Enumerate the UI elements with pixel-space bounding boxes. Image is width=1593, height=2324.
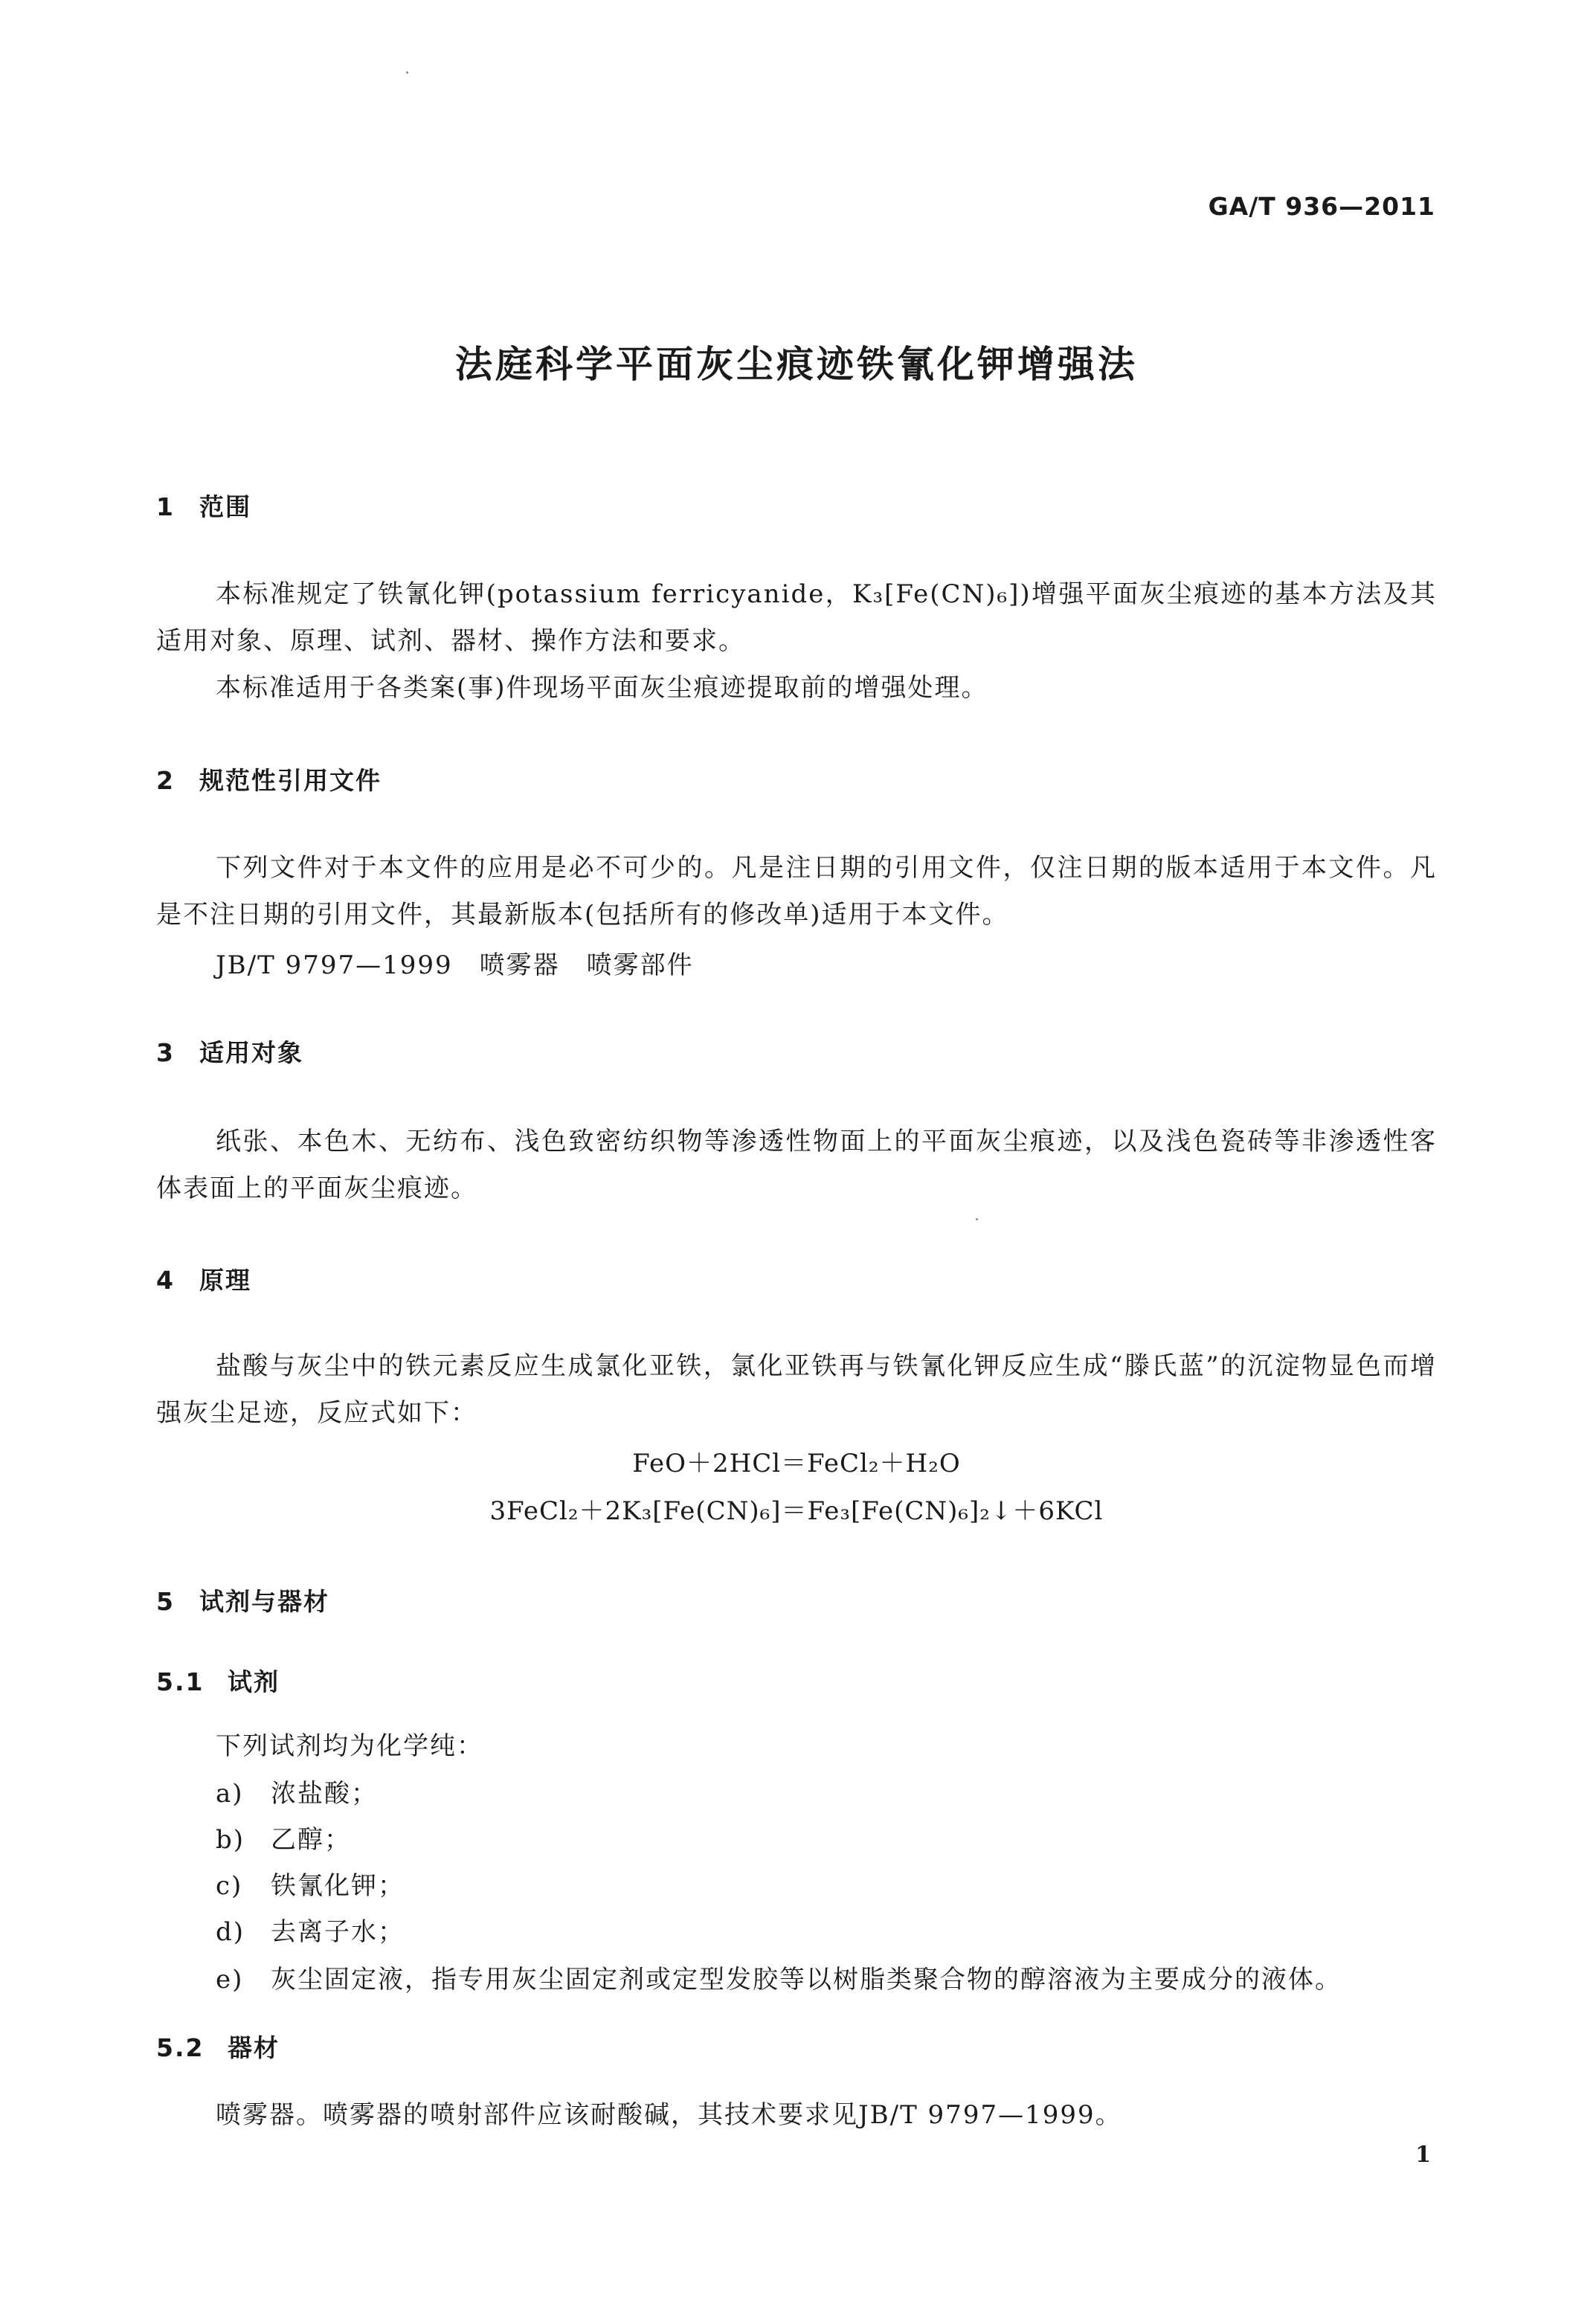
section-number: 4 [156, 1266, 175, 1295]
reagent-item [216, 1773, 378, 1809]
section-number: 2 [156, 766, 175, 795]
section-title: 范围 [199, 492, 251, 521]
section-title: 适用对象 [199, 1038, 303, 1067]
section-number: 5 [156, 1587, 175, 1616]
reaction-equation-1: FeO＋2HCl＝FeCl₂＋H₂O [632, 1449, 961, 1478]
section-2-paragraph-1: 下列文件对于本文件的应用是必不可少的。凡是注日期的引用文件，仅注日期的版本适用于本文件。凡是不注日期的引用文件，其最新版本(包括所有的修改单)适用于本文件。 [156, 853, 1437, 930]
list-marker: d) [216, 1917, 245, 1947]
reagent-item [216, 1911, 405, 1948]
list-text: 灰尘固定液，指专用灰尘固定剂或定型发胶等以树脂类聚合物的醇溶液为主要成分的液体。 [271, 1965, 1342, 1995]
section-1-paragraph-2: 本标准适用于各类案(事)件现场平面灰尘痕迹提取前的增强处理。 [216, 673, 988, 703]
section-1-paragraph-1: 本标准规定了铁氰化钾(potassium ferricyanide，K₃[Fe(CN)₆])增强平面灰尘痕迹的基本方法及其适用对象、原理、试剂、器材、操作方法和要求。 [156, 579, 1437, 656]
list-marker: e) [216, 1965, 244, 1995]
normative-reference: JB/T 9797—1999 喷雾器 喷雾部件 [216, 950, 694, 980]
list-text: 浓盐酸； [271, 1779, 378, 1809]
subsection-5-1-heading [156, 1663, 280, 1698]
list-text: 去离子水； [271, 1917, 405, 1947]
reagent-intro: 下列试剂均为化学纯： [216, 1731, 483, 1761]
section-3-paragraph-1: 纸张、本色木、无纺布、浅色致密纺织物等渗透性物面上的平面灰尘痕迹，以及浅色瓷砖等非渗透性客体表面上的平面灰尘痕迹。 [156, 1127, 1437, 1203]
list-text: 铁氰化钾； [271, 1871, 405, 1901]
section-title: 试剂与器材 [199, 1587, 329, 1616]
list-marker: a) [216, 1779, 244, 1809]
subsection-number: 5.2 [156, 2033, 205, 2062]
section-title: 原理 [199, 1266, 251, 1295]
page-number: 1 [1415, 2142, 1431, 2168]
reagent-item [216, 1865, 405, 1902]
list-text: 乙醇； [271, 1825, 351, 1855]
section-5-heading [156, 1583, 329, 1618]
standard-code: GA/T 936—2011 [1208, 192, 1435, 221]
subsection-number: 5.1 [156, 1667, 205, 1696]
reagent-item [216, 1819, 351, 1855]
reagent-item [216, 1959, 1342, 1995]
section-number: 3 [156, 1038, 175, 1067]
scan-speck [976, 1218, 978, 1220]
section-3-heading [156, 1034, 303, 1069]
scan-speck [406, 71, 408, 74]
subsection-title: 器材 [228, 2033, 280, 2062]
section-1-heading [156, 488, 251, 523]
section-2-heading [156, 762, 382, 796]
document-title: 法庭科学平面灰尘痕迹铁氰化钾增强法 [455, 343, 1138, 386]
reaction-equation-2: 3FeCl₂＋2K₃[Fe(CN)₆]＝Fe₃[Fe(CN)₆]₂↓＋6KCl [489, 1496, 1104, 1526]
equipment-text: 喷雾器。喷雾器的喷射部件应该耐酸碱，其技术要求见JB/T 9797—1999。 [216, 2100, 1122, 2130]
section-4-paragraph-1: 盐酸与灰尘中的铁元素反应生成氯化亚铁，氯化亚铁再与铁氰化钾反应生成“滕氏蓝”的沉淀物显色而增强灰尘足迹，反应式如下： [156, 1351, 1437, 1428]
section-number: 1 [156, 492, 175, 521]
subsection-5-2-heading [156, 2029, 280, 2064]
section-4-heading [156, 1261, 251, 1296]
subsection-title: 试剂 [228, 1667, 280, 1696]
list-marker: b) [216, 1825, 245, 1855]
list-marker: c) [216, 1871, 243, 1901]
section-title: 规范性引用文件 [199, 766, 382, 795]
